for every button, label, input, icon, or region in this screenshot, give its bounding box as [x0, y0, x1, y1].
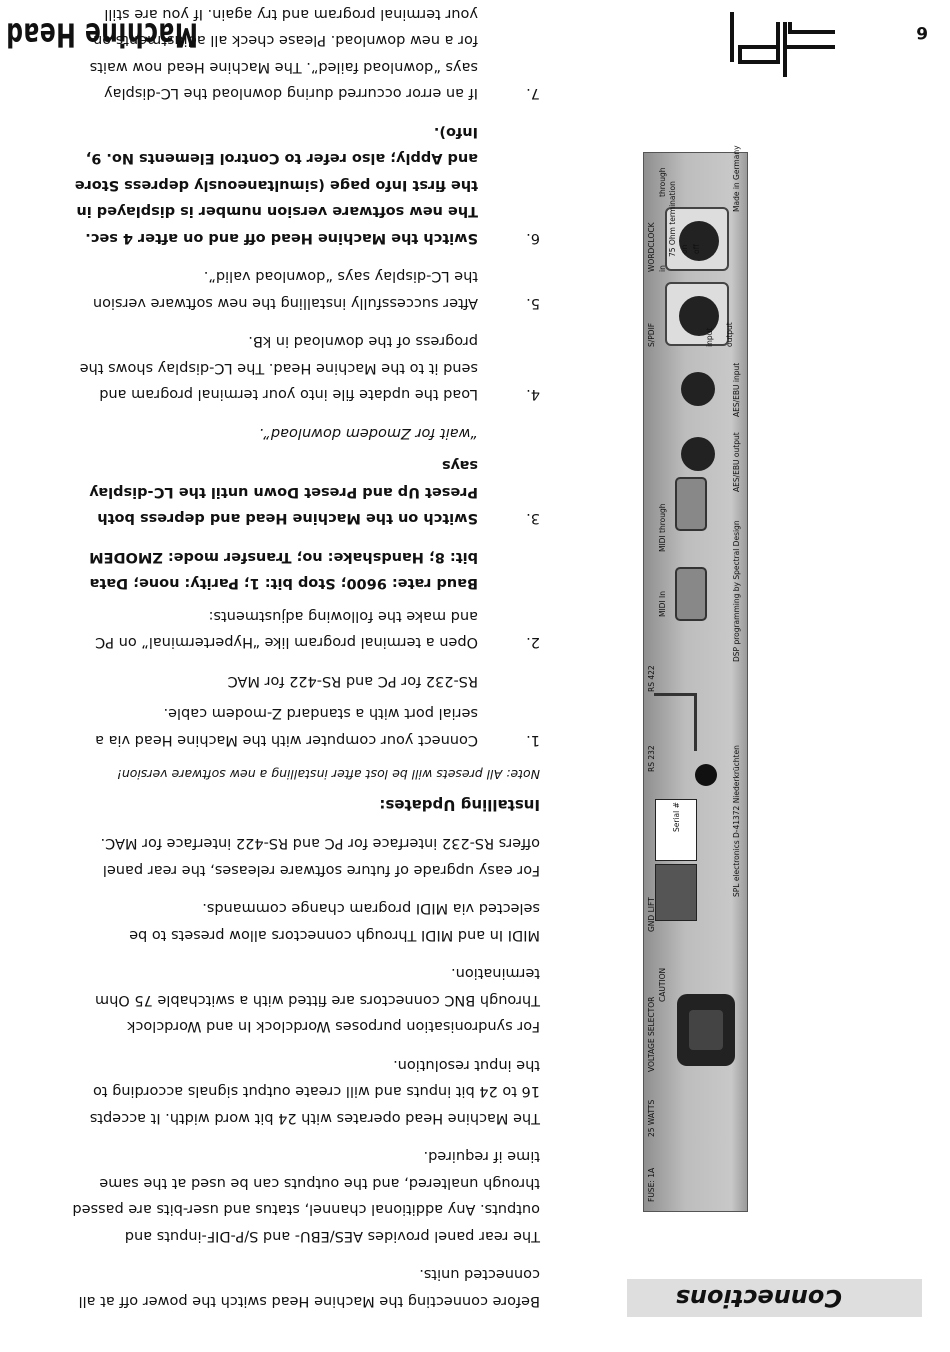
step-number: 7.: [526, 85, 540, 102]
updates-note: Note: All presets will be lost after installing a new software version!: [116, 767, 540, 783]
panel-company-label: SPL electronics D-41372 Niederkrüchten: [732, 745, 741, 897]
panel-caution-label: CAUTION: [658, 967, 667, 1002]
panel-serial-label: Serial #: [672, 802, 681, 832]
panel-midi-in-label: MIDI In: [658, 590, 667, 617]
product-name: Machine Head: [5, 14, 198, 52]
panel-aes-in-label: AES/EBU input: [732, 362, 741, 417]
rs422-port: [675, 477, 707, 531]
voltage-selector: [655, 864, 697, 921]
rs232-port: [675, 567, 707, 621]
upgrade-paragraph: For easy upgrade of future software releases, the rear panel offers RS-232 interface for PC and RS-422 interface for MAC.: [100, 835, 540, 878]
step-number: 5.: [526, 295, 540, 311]
step-number: 6.: [526, 230, 540, 246]
intro-paragraph: Before connecting the Machine Head switch the power off at all connected units.: [78, 1266, 540, 1309]
panel-termination-label: 75 Ohm termination: [668, 181, 677, 257]
panel-voltage-label: VOLTAGE SELECTOR: [647, 996, 656, 1072]
step-text: Open a terminal program like “Hyperterminal” on PC and make the following adjustments:: [95, 608, 478, 651]
step-7: [70, 0, 540, 107]
step-2: [70, 544, 540, 656]
panel-wordclock-label: WORDCLOCK: [647, 222, 656, 272]
bits-paragraph: The Machine Head operates with 24 bit word width. It accepts 16 to 24 bit inputs and will create output signals according to the input resolution.: [89, 1057, 540, 1126]
step-extra: Baud rate: 9600; Stop bit: 1; Parity: none; Data bit: 8; Handshake: no; Transfer mode: ZMODEM: [89, 549, 478, 592]
step-6: [70, 119, 540, 252]
step-4: [70, 328, 540, 408]
panel-spdif-label: S/PDIF: [647, 322, 656, 347]
step-number: 2.: [526, 634, 540, 651]
step-1: [70, 668, 540, 754]
spl-logo: [720, 7, 840, 82]
aes-paragraph: The rear panel provides AES/EBU- and S/P-DIF-inputs and outputs. Any additional channel, status and user-bits are passed through unaltered, and the outputs can be used at the same time if required.: [72, 1148, 540, 1244]
panel-wc-in-label: in: [658, 265, 667, 272]
midi-paragraph: MIDI In and MIDI Through connectors allow presets to be selected via MIDI program change commands.: [129, 900, 540, 943]
step-extra: “wait for Zmodem download”.: [258, 425, 478, 441]
aes-output-port: [665, 282, 729, 346]
updates-steps: [70, 0, 540, 753]
panel-spdif-in-label: input: [705, 327, 714, 347]
panel-dsp-label: DSP programming by Spectral Design: [732, 520, 741, 662]
step-text: Switch the Machine Head off and on after 4 sec. The new software version number is displayed in the first Info page (simultaneously depress Store and Apply; also refer to Control Elements No. 9, Info).: [74, 124, 478, 246]
panel-rs232-label: RS 232: [647, 745, 656, 772]
page-number: 6: [916, 22, 928, 42]
step-5: [70, 263, 540, 316]
panel-aes-out-label: AES/EBU output: [732, 432, 741, 492]
panel-wc-through-label: through: [658, 167, 667, 197]
midi-in-port: [681, 437, 715, 471]
panel-gnd-label: GND LIFT: [647, 897, 656, 932]
step-text: Connect your computer with the Machine Head via a serial port with a standard Z-modem cable.: [95, 705, 478, 748]
updates-heading: Installing Updates:: [379, 796, 540, 814]
main-text: [70, 0, 540, 1314]
midi-through-port: [681, 372, 715, 406]
panel-midi-thru-label: MIDI through: [658, 503, 667, 552]
step-number: 1.: [526, 732, 540, 748]
panel-fuse-label: FUSE: 1A: [647, 1167, 656, 1202]
step-number: 4.: [526, 386, 540, 403]
wordclock-paragraph: For syndronisation purposes Wordclock In and Wordclock Through BNC connectors are fitted with a switchable 75 Ohm termination.: [95, 965, 540, 1035]
step-text: Switch on the Machine Head and depress both Preset Up and Preset Down until the LC-display says: [89, 457, 478, 527]
panel-off-label: off: [692, 244, 701, 254]
panel-spdif-out-label: output: [725, 322, 734, 347]
section-title: Connections: [627, 1279, 922, 1317]
panel-logo: [654, 693, 697, 751]
step-3: [70, 420, 540, 532]
step-text: Load the update file into your terminal program and send it to the Machine Head. The LC-display shows the progress of the download in kB.: [79, 333, 478, 403]
step-number: 3.: [526, 510, 540, 527]
step-extra: RS-232 for PC and RS-422 for MAC: [227, 673, 478, 689]
rear-panel-image: [643, 152, 748, 1212]
panel-on-label: on: [680, 244, 689, 254]
power-inlet: [677, 994, 735, 1066]
gnd-lift-switch: [695, 764, 717, 786]
step-text: If an error occurred during download the LC-display says “download failed”. The Machine Head now waits for a new download. Please check all adjustments on your terminal program and try again. If you are still: [89, 6, 478, 102]
panel-watts-label: 25 WATTS: [647, 1099, 656, 1137]
panel-rs422-label: RS 422: [647, 665, 656, 692]
step-text: After successfully installing the new software version the LC-display says “download valid”.: [92, 268, 478, 311]
panel-made-label: Made in Germany: [732, 145, 741, 212]
